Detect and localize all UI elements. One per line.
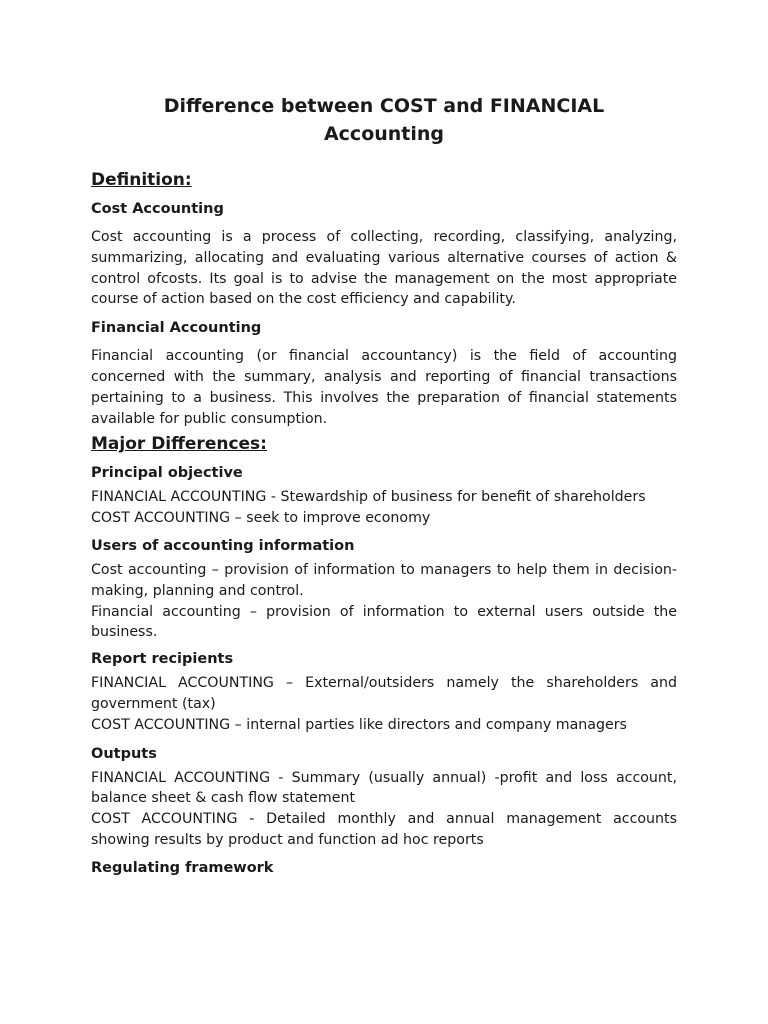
- users-financial: Financial accounting – provision of information to external users outside the business.: [91, 603, 677, 641]
- cost-accounting-definition: Cost accounting is a process of collecting, recording, classifying, analyzing, summarizing, allocating and evaluating various alternative courses of action & control ofcosts. Its goal is to advise the management on the most appropriate course of action based on the cost efficiency and capability.: [91, 229, 677, 308]
- financial-accounting-heading: Financial Accounting: [91, 320, 262, 337]
- outputs-heading: Outputs: [91, 745, 157, 762]
- principal-objective-heading: Principal objective: [91, 465, 243, 482]
- principal-objective-financial: FINANCIAL ACCOUNTING - Stewardship of business for benefit of shareholders: [91, 489, 646, 506]
- outputs-financial: FINANCIAL ACCOUNTING - Summary (usually annual) -profit and loss account, balance sheet & cash flow statement: [91, 769, 677, 807]
- recipients-cost: COST ACCOUNTING – internal parties like directors and company managers: [91, 716, 627, 733]
- definition-heading: Definition:: [91, 170, 192, 190]
- outputs-cost: COST ACCOUNTING - Detailed monthly and annual management accounts showing results by product and function ad hoc reports: [91, 811, 677, 848]
- report-recipients-heading: Report recipients: [91, 651, 234, 668]
- major-differences-heading: Major Differences:: [91, 434, 267, 455]
- financial-accounting-definition: Financial accounting (or financial accountancy) is the field of accounting concerned with the summary, analysis and reporting of financial transactions pertaining to a business. This involves the preparation of financial statements available for public consumption.: [91, 348, 677, 427]
- regulating-framework-heading: Regulating framework: [91, 859, 274, 876]
- users-heading: Users of accounting information: [91, 537, 355, 554]
- recipients-financial: FINANCIAL ACCOUNTING – External/outsiders namely the shareholders and government (tax): [91, 675, 677, 712]
- document-page: [91, 92, 677, 878]
- principal-objective-cost: COST ACCOUNTING – seek to improve economy: [91, 510, 431, 527]
- cost-accounting-heading: Cost Accounting: [91, 201, 224, 217]
- users-cost: Cost accounting – provision of information to managers to help them in decision-making, planning and control.: [91, 561, 677, 599]
- document-title: Difference between COST and FINANCIAL Accounting: [163, 95, 605, 145]
